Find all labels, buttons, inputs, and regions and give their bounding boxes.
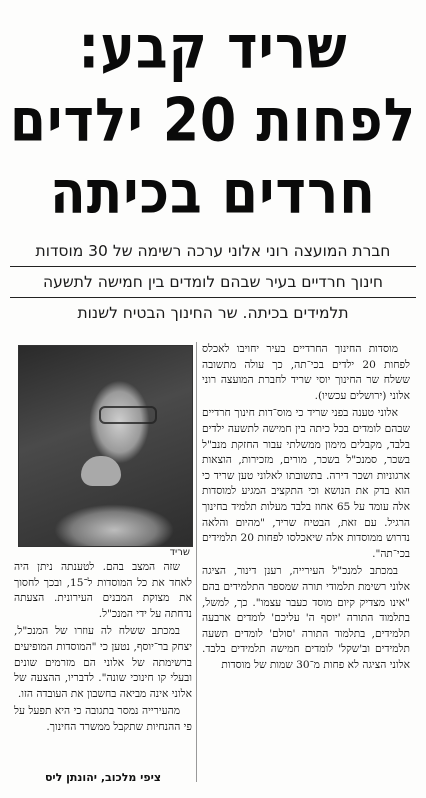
headline-line-3: חרדים בכיתה	[50, 158, 376, 228]
column-divider	[196, 342, 197, 782]
hand-shape	[81, 456, 121, 486]
author-byline: ציפי מלכוב, יהונתן ליס	[44, 771, 162, 784]
portrait-photo	[18, 345, 193, 547]
lead-paragraph	[10, 236, 416, 328]
paragraph: במכתב למנכ"ל העירייה, רענן דינור, הציגה אלוני רשימת תלמודי תורה שמספר התלמידים בהם "אינו מצדיק קיום מוסד כעבר עצמו". כך, למשל, בתלמוד התורה 'יוסף ה' עליכם' לומדים ארבעה תלמידים, בתלמוד התורה 'סולם' לומדים תשעה תלמידים וב'שקל' לומדים חמישה תלמידים בלבד. אלוני הציגה לא פחות מ־30 שמות של מוסדות	[202, 565, 410, 671]
lead-line-2: חינוך חרדיים בעיר שבהם לומדים בין חמישה לתשעה	[10, 267, 416, 298]
headline	[9, 13, 417, 228]
headline-line-2: לפחות 20 ילדים	[9, 86, 417, 155]
paragraph: מוסדות החינוך החרדיים בעיר יחויבו לאכלס לפחות 20 ילדים בכי־תה, כך עולה מתשובה ששלח שר החינוך יוסי שריד לחברת המועצה רוני אלוני (ירושלים עכשיו).	[202, 343, 410, 402]
article-column-right	[202, 342, 410, 794]
paragraph: במכתב ששלח לה עוזרו של המנכ"ל, יצחק בר־יוסף, נטען כי "המוסדות המופיעים ברשימתה של אלוני הם מזרמים שונים ובעלי קו חינוכי שונה". לדבריו, ההצעה של אלוני אינה מביאה בחשבון את העובדה הזו.	[14, 625, 192, 700]
lead-line-1: חברת המועצה רוני אלוני ערכה רשימה של 30 מוסדות	[10, 236, 416, 267]
lead-line-3: תלמידים בכיתה. שר החינוך הבטיח לשנות	[77, 304, 349, 322]
glasses-shape	[99, 406, 157, 424]
paragraph: מהעירייה נמסר בתגובה כי היא תפעל על פי ההנחיות שתקבל ממשרד החינוך.	[14, 705, 192, 733]
paragraph: אלוני טענה בפני שריד כי מוס־דות חינוך חרדיים שבהם לומדים בכל כיתה בין חמישה לתשעה ילדים בלבד, מקבלים מימון ממשלתי עבור החזקת מנב"ל בשכר, סמנכ"ל בשכר, מורים, מזכירות, הוצאות ארגוניות ושכר דירה. בתשובתו לאלוני טען שריד כי הוא בדק את הנושא וכי התקציב המגיע למוסדות אלה עומד על 65 אחוז בלבד מעלות תלמיד בחינוך הרגיל. עם זאת, הבטיח שריד, "מהיום והלאה נדרוש ממוסדות אלה שיאכלסו לפחות 20 תלמידים בכי־תה".	[202, 407, 410, 560]
photo-caption: שריד	[169, 547, 190, 558]
paragraph: שזה המצב בהם. לטענתה ניתן היה לאחד את כל המוסדות ל־15, ובכך לחסוך את מצוקת המבנים העירונית. הצעתה נדחתה על ידי המנכ"ל.	[14, 561, 192, 620]
headline-line-1: שריד קבע:	[78, 13, 348, 83]
article-column-left	[14, 560, 192, 772]
